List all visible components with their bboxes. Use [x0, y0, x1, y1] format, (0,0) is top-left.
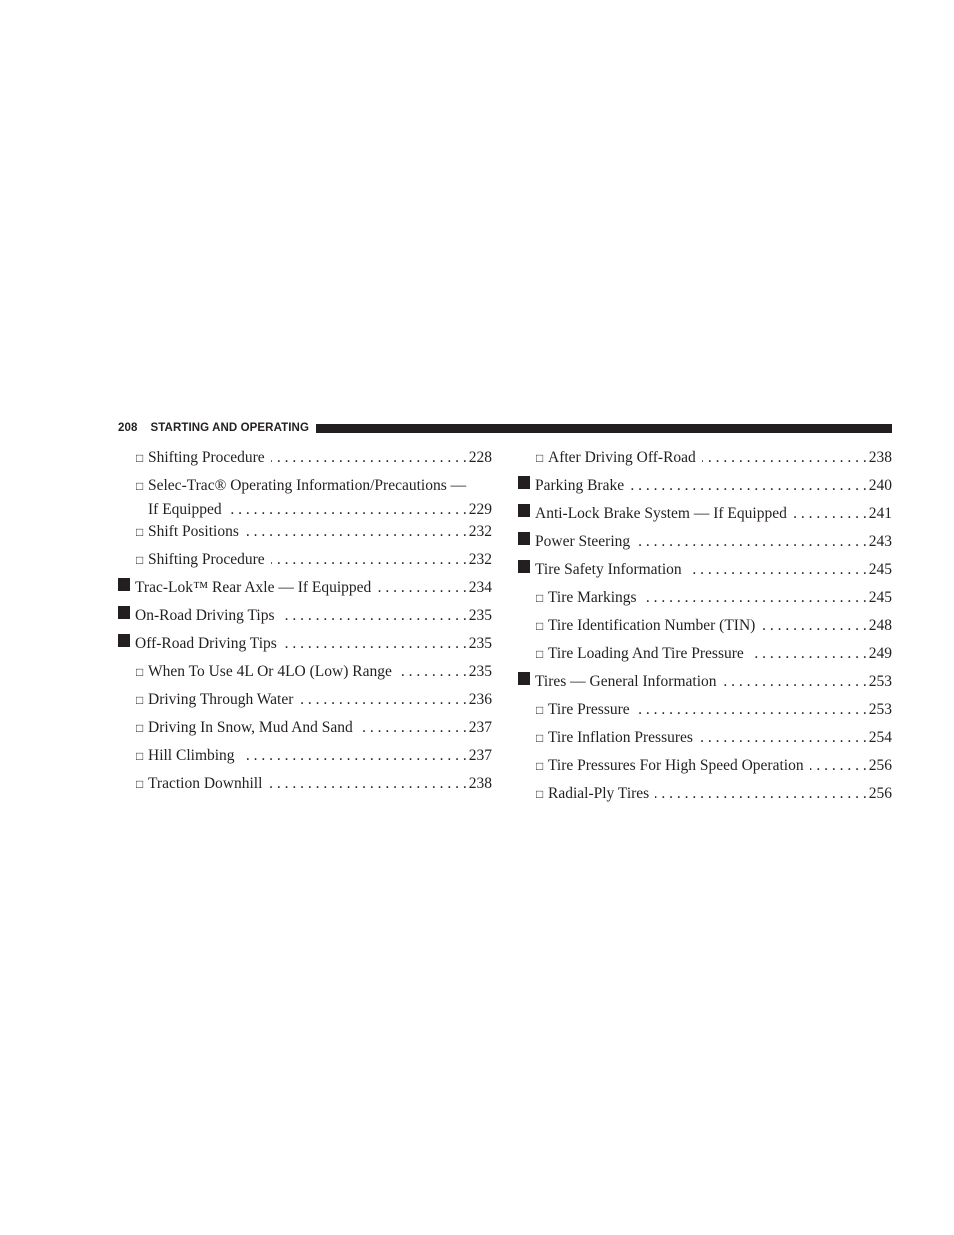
- toc-line: [548, 586, 892, 610]
- toc-line: [535, 558, 892, 582]
- toc-page-number: 249: [868, 645, 892, 662]
- toc-entry-text: [536, 446, 892, 470]
- hollow-square-bullet-icon: □: [536, 703, 544, 717]
- dot-leader: [268, 772, 466, 796]
- toc-page-number: 253: [868, 701, 892, 718]
- toc-entry[interactable]: [518, 446, 892, 474]
- toc-entry-text: [536, 726, 892, 750]
- toc-line: [135, 604, 492, 628]
- toc-entry[interactable]: [118, 632, 492, 660]
- toc-entry[interactable]: [118, 772, 492, 800]
- toc-entry-text: [535, 558, 892, 582]
- filled-square-icon: [118, 606, 130, 619]
- toc-entry[interactable]: [118, 520, 492, 548]
- filled-square-icon: [518, 672, 530, 685]
- toc-line: [135, 576, 492, 600]
- filled-square-bullet-icon: [518, 530, 530, 554]
- toc-entry-label: When To Use 4L Or 4LO (Low) Range: [148, 663, 392, 680]
- toc-entry-label: Tire Pressures For High Speed Operation: [548, 757, 804, 774]
- dot-leader: [398, 660, 467, 684]
- toc-line: [135, 632, 492, 656]
- toc-entry[interactable]: [518, 586, 892, 614]
- toc-entry[interactable]: [118, 660, 492, 688]
- toc-line: [548, 698, 892, 722]
- toc-page-number: 232: [468, 523, 492, 540]
- toc-entry-label: Tire Markings: [548, 589, 637, 606]
- toc-line: [148, 688, 492, 712]
- toc-entry-text: [136, 446, 492, 470]
- toc-line: [548, 754, 892, 778]
- toc-page-number: 234: [468, 579, 492, 596]
- dot-leader: [630, 474, 867, 498]
- toc-line: [535, 502, 892, 526]
- toc-page-number: 254: [868, 729, 892, 746]
- toc-entry-text: [136, 474, 492, 522]
- toc-entry-text: [535, 670, 892, 694]
- toc-page-number: 236: [468, 691, 492, 708]
- dot-leader: [761, 614, 866, 638]
- toc-entry[interactable]: [518, 698, 892, 726]
- toc-page-number: 243: [868, 533, 892, 550]
- toc-entry-label: Tire Pressure: [548, 701, 630, 718]
- dot-leader: [702, 446, 867, 470]
- filled-square-icon: [518, 560, 530, 573]
- hollow-square-bullet-icon: □: [536, 647, 544, 661]
- dot-leader: [655, 782, 867, 806]
- toc-entry-text: [136, 660, 492, 684]
- filled-square-bullet-icon: [118, 632, 130, 656]
- hollow-square-bullet-icon: □: [536, 759, 544, 773]
- toc-entry-text: [536, 586, 892, 610]
- toc-entry[interactable]: [518, 782, 892, 810]
- header-rule: [316, 424, 892, 433]
- toc-line: [148, 548, 492, 572]
- toc-entry-label: Tire Safety Information: [535, 561, 682, 578]
- filled-square-bullet-icon: [518, 502, 530, 526]
- toc-entry[interactable]: [118, 688, 492, 716]
- toc-entry-label: Off-Road Driving Tips: [135, 635, 277, 652]
- dot-leader: [636, 698, 867, 722]
- dot-leader: [643, 586, 867, 610]
- toc-line: [535, 670, 892, 694]
- toc-entry-text: [536, 782, 892, 806]
- toc-entry[interactable]: [518, 642, 892, 670]
- toc-page-number: 240: [868, 477, 892, 494]
- hollow-square-bullet-icon: □: [136, 693, 144, 707]
- toc-line: [148, 520, 492, 544]
- dot-leader: [750, 642, 867, 666]
- dot-leader: [283, 632, 467, 656]
- toc-entry[interactable]: [118, 474, 492, 520]
- toc-entry-label: Shifting Procedure: [148, 551, 265, 568]
- hollow-square-bullet-icon: □: [136, 749, 144, 763]
- toc-entry-text: [536, 642, 892, 666]
- hollow-square-bullet-icon: □: [536, 451, 544, 465]
- toc-entry[interactable]: [518, 754, 892, 782]
- toc-entry-text: [135, 632, 492, 656]
- toc-left-column: [118, 446, 492, 800]
- toc-line: [148, 716, 492, 740]
- dot-leader: [241, 744, 467, 768]
- hollow-square-bullet-icon: □: [136, 665, 144, 679]
- dot-leader: [281, 604, 467, 628]
- toc-page-number: 245: [868, 561, 892, 578]
- toc-entry-label: Radial-Ply Tires: [548, 785, 650, 802]
- toc-line: [535, 474, 892, 498]
- toc-page-number: 235: [468, 607, 492, 624]
- toc-page-number: 256: [868, 785, 892, 802]
- toc-entry[interactable]: [518, 530, 892, 558]
- toc-page-number: 253: [868, 673, 892, 690]
- toc-entry-text: [136, 548, 492, 572]
- toc-page-number: 256: [868, 757, 892, 774]
- dot-leader: [245, 520, 467, 544]
- toc-entry-label: If Equipped: [148, 501, 222, 518]
- toc-entry[interactable]: [118, 604, 492, 632]
- dot-leader: [636, 530, 867, 554]
- filled-square-bullet-icon: [518, 670, 530, 694]
- dot-leader: [793, 502, 867, 526]
- dot-leader: [723, 670, 867, 694]
- toc-page-number: 248: [868, 617, 892, 634]
- toc-entry-text: [535, 502, 892, 526]
- toc-page-number: 229: [468, 501, 492, 518]
- hollow-square-bullet-icon: □: [136, 451, 144, 465]
- toc-right-column: [518, 446, 892, 810]
- toc-line: [148, 498, 492, 522]
- toc-page-number: 232: [468, 551, 492, 568]
- dot-leader: [228, 498, 467, 522]
- toc-entry-label: Anti-Lock Brake System — If Equipped: [535, 505, 787, 522]
- toc-page-number: 241: [868, 505, 892, 522]
- filled-square-bullet-icon: [518, 558, 530, 582]
- toc-entry-label: Shifting Procedure: [148, 449, 265, 466]
- toc-entry-label: Tires — General Information: [535, 673, 717, 690]
- filled-square-icon: [118, 578, 130, 591]
- hollow-square-bullet-icon: □: [136, 721, 144, 735]
- hollow-square-bullet-icon: □: [536, 591, 544, 605]
- toc-entry-text: [136, 520, 492, 544]
- toc-entry-label: Parking Brake: [535, 477, 625, 494]
- filled-square-icon: [518, 476, 530, 489]
- filled-square-bullet-icon: [118, 576, 130, 600]
- toc-entry-text: [536, 614, 892, 638]
- toc-line: [148, 446, 492, 470]
- toc-line: [548, 726, 892, 750]
- toc-page-number: 228: [468, 449, 492, 466]
- hollow-square-bullet-icon: □: [536, 787, 544, 801]
- toc-page-number: 235: [468, 663, 492, 680]
- toc-page-number: 237: [468, 747, 492, 764]
- toc-line: [148, 744, 492, 768]
- toc-entry-label: Tire Inflation Pressures: [548, 729, 693, 746]
- dot-leader: [699, 726, 867, 750]
- toc-entry[interactable]: [118, 744, 492, 772]
- toc-entry[interactable]: [118, 446, 492, 474]
- toc-page-number: 238: [468, 775, 492, 792]
- toc-line: [148, 660, 492, 684]
- toc-page-number: 238: [868, 449, 892, 466]
- toc-line: [548, 614, 892, 638]
- toc-entry-text: [536, 698, 892, 722]
- toc-entry-label: Tire Identification Number (TIN): [548, 617, 756, 634]
- toc-entry-label: Trac-Lok™ Rear Axle — If Equipped: [135, 579, 372, 596]
- dot-leader: [359, 716, 467, 740]
- toc-entry-text: [136, 772, 492, 796]
- toc-entry[interactable]: [518, 558, 892, 586]
- toc-entry[interactable]: [518, 670, 892, 698]
- toc-line: [548, 446, 892, 470]
- hollow-square-bullet-icon: □: [136, 553, 144, 567]
- toc-entry-label: Driving In Snow, Mud And Sand: [148, 719, 353, 736]
- hollow-square-bullet-icon: □: [136, 525, 144, 539]
- dot-leader: [688, 558, 867, 582]
- toc-entry[interactable]: [518, 502, 892, 530]
- hollow-square-bullet-icon: □: [136, 777, 144, 791]
- dot-leader: [377, 576, 466, 600]
- dot-leader: [810, 754, 867, 778]
- filled-square-bullet-icon: [518, 474, 530, 498]
- toc-entry-label: Shift Positions: [148, 523, 239, 540]
- dot-leader: [299, 688, 466, 712]
- toc-entry-label: On-Road Driving Tips: [135, 607, 275, 624]
- toc-entry-text: [135, 576, 492, 600]
- toc-entry-label: Hill Climbing: [148, 747, 235, 764]
- filled-square-bullet-icon: [118, 604, 130, 628]
- toc-page-number: 235: [468, 635, 492, 652]
- toc-entry-label: Traction Downhill: [148, 775, 263, 792]
- toc-line: [148, 772, 492, 796]
- filled-square-icon: [518, 504, 530, 517]
- toc-entry-text: [535, 474, 892, 498]
- toc-entry-label: Tire Loading And Tire Pressure: [548, 645, 744, 662]
- page-number: 208: [118, 422, 138, 434]
- filled-square-icon: [518, 532, 530, 545]
- toc-entry-text: [535, 530, 892, 554]
- toc-line: [535, 530, 892, 554]
- toc-entry-label: Selec-Trac® Operating Information/Precautions —: [148, 477, 467, 494]
- hollow-square-bullet-icon: □: [136, 479, 144, 493]
- toc-entry-label: After Driving Off-Road: [548, 449, 696, 466]
- toc-entry[interactable]: [518, 614, 892, 642]
- dot-leader: [271, 548, 467, 572]
- toc-entry[interactable]: [118, 716, 492, 744]
- toc-entry-text: [136, 716, 492, 740]
- toc-entry-text: [135, 604, 492, 628]
- hollow-square-bullet-icon: □: [536, 619, 544, 633]
- toc-entry-text: [536, 754, 892, 778]
- toc-entry[interactable]: [118, 548, 492, 576]
- toc-page-number: 245: [868, 589, 892, 606]
- dot-leader: [271, 446, 467, 470]
- toc-entry-text: [136, 688, 492, 712]
- toc-line: [148, 474, 492, 498]
- page-header: [118, 420, 892, 436]
- toc-entry[interactable]: [118, 576, 492, 604]
- section-title: STARTING AND OPERATING: [150, 422, 310, 434]
- filled-square-icon: [118, 634, 130, 647]
- toc-entry[interactable]: [518, 726, 892, 754]
- toc-line: [548, 782, 892, 806]
- toc-line: [548, 642, 892, 666]
- toc-page-number: 237: [468, 719, 492, 736]
- toc-entry-label: Power Steering: [535, 533, 631, 550]
- toc-entry-label: Driving Through Water: [148, 691, 294, 708]
- toc-entry-text: [136, 744, 492, 768]
- toc-entry[interactable]: [518, 474, 892, 502]
- hollow-square-bullet-icon: □: [536, 731, 544, 745]
